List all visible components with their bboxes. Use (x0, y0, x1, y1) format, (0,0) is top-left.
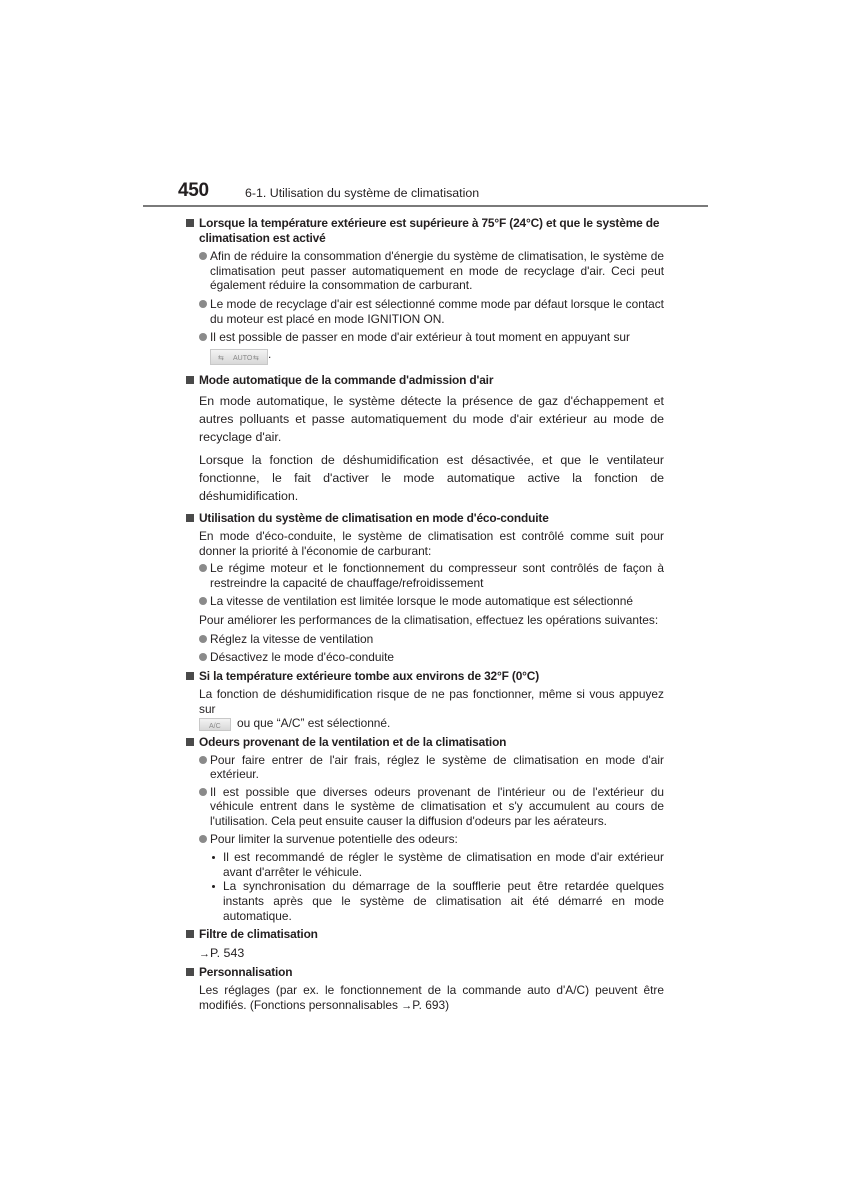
square-bullet-icon (186, 219, 194, 227)
paragraph: Les réglages (par ex. le fonctionnement de la commande auto d'A/C) peuvent être modifiés. (Fonctions personnalisables →P. 693) (199, 983, 664, 1012)
section-heading-auto-mode: Mode automatique de la commande d'admission d'air (186, 373, 664, 388)
list-item: Réglez la vitesse de ventilation (186, 632, 664, 647)
page-number: 450 (178, 180, 209, 201)
circle-bullet-icon (199, 653, 207, 661)
sub-list-item: La synchronisation du démarrage de la soufflerie peut être retardée quelques instants après que le système de climatisation ait été démarré en mode automatique. (186, 879, 664, 923)
small-dot-icon (212, 885, 215, 888)
square-bullet-icon (186, 514, 194, 522)
circle-bullet-icon (199, 564, 207, 572)
section-heading-odors: Odeurs provenant de la ventilation et de la climatisation (186, 735, 664, 750)
list-item: Désactivez le mode d'éco-conduite (186, 650, 664, 665)
circle-bullet-icon (199, 300, 207, 308)
section-heading-low-temperature: Si la température extérieure tombe aux environs de 32°F (0°C) (186, 669, 664, 684)
circle-bullet-icon (199, 252, 207, 260)
page-reference-link[interactable]: P. 693) (412, 997, 450, 1012)
square-bullet-icon (186, 968, 194, 976)
circle-bullet-icon (199, 756, 207, 764)
ac-button-image: A/C (199, 718, 231, 731)
page-reference-link[interactable]: P. 543 (210, 945, 245, 960)
circle-bullet-icon (199, 788, 207, 796)
list-item: Pour faire entrer de l'air frais, réglez le système de climatisation en mode d'air extérieur. (186, 753, 664, 782)
arrow-icon: → (199, 947, 210, 960)
list-item: Le mode de recyclage d'air est sélectionné comme mode par défaut lorsque le contact du moteur est placé en mode IGNITION ON. (186, 297, 664, 326)
recirculation-icon: ⇆ (218, 354, 224, 362)
list-item: Il est possible que diverses odeurs provenant de l'intérieur ou de l'extérieur du véhicule entrent dans le système de climatisation et s'y accumulent au cours de l'utilisation. Cela peut ensuite causer la diffusion d'odeurs par les aérateurs. (186, 785, 664, 829)
paragraph: La fonction de déshumidification risque de ne pas fonctionner, même si vous appuyez sur A/C ou que “A/C” est sélectionné. (199, 687, 664, 731)
section-heading-filter: Filtre de climatisation (186, 927, 664, 942)
outside-air-icon: ⇆ (253, 354, 259, 362)
list-item: La vitesse de ventilation est limitée lorsque le mode automatique est sélectionné (186, 594, 664, 609)
paragraph: Pour améliorer les performances de la climatisation, effectuez les opérations suivantes: (199, 612, 659, 627)
list-item: Afin de réduire la consommation d'énergie du système de climatisation, le système de climatisation peut passer automatiquement en mode de recyclage d'air. Ceci peut également réduire la consommation de carburant. (186, 249, 664, 293)
list-item: Il est possible de passer en mode d'air extérieur à tout moment en appuyant sur ⇆ AUTO ⇆ . (186, 330, 664, 365)
circle-bullet-icon (199, 597, 207, 605)
paragraph: En mode automatique, le système détecte la présence de gaz d'échappement et autres polluants et passe automatiquement du mode d'air extérieur au mode de recyclage d'air. (199, 394, 664, 445)
square-bullet-icon (186, 672, 194, 680)
square-bullet-icon (186, 376, 194, 384)
air-intake-button-image: ⇆ AUTO ⇆ (210, 349, 268, 365)
small-dot-icon (212, 856, 215, 859)
circle-bullet-icon (199, 635, 207, 643)
arrow-icon: → (401, 999, 413, 1012)
square-bullet-icon (186, 930, 194, 938)
page-reference (186, 944, 664, 963)
list-item: Pour limiter la survenue potentielle des odeurs: (186, 832, 664, 847)
section-heading-customization: Personnalisation (186, 965, 664, 980)
paragraph: En mode d'éco-conduite, le système de climatisation est contrôlé comme suit pour donner la priorité à l'économie de carburant: (199, 528, 664, 558)
section-heading-high-temperature: Lorsque la température extérieure est supérieure à 75°F (24°C) et que le système de climatisation est activé (186, 216, 664, 245)
sub-list-item: Il est recommandé de régler le système de climatisation en mode d'air extérieur avant d'arrêter le véhicule. (186, 850, 664, 879)
section-title: 6-1. Utilisation du système de climatisation (245, 186, 480, 200)
paragraph: Lorsque la fonction de déshumidification est désactivée, et que le ventilateur fonctionne, le fait d'activer le mode automatique active la fonction de déshumidification. (199, 453, 664, 504)
circle-bullet-icon (199, 333, 207, 341)
page-content (186, 216, 664, 1014)
section-heading-eco-mode: Utilisation du système de climatisation en mode d'éco-conduite (186, 511, 664, 526)
square-bullet-icon (186, 738, 194, 746)
list-item: Le régime moteur et le fonctionnement du compresseur sont contrôlés de façon à restreindre la capacité de chauffage/refroidissement (186, 561, 664, 590)
header-rule (143, 205, 708, 207)
circle-bullet-icon (199, 835, 207, 843)
